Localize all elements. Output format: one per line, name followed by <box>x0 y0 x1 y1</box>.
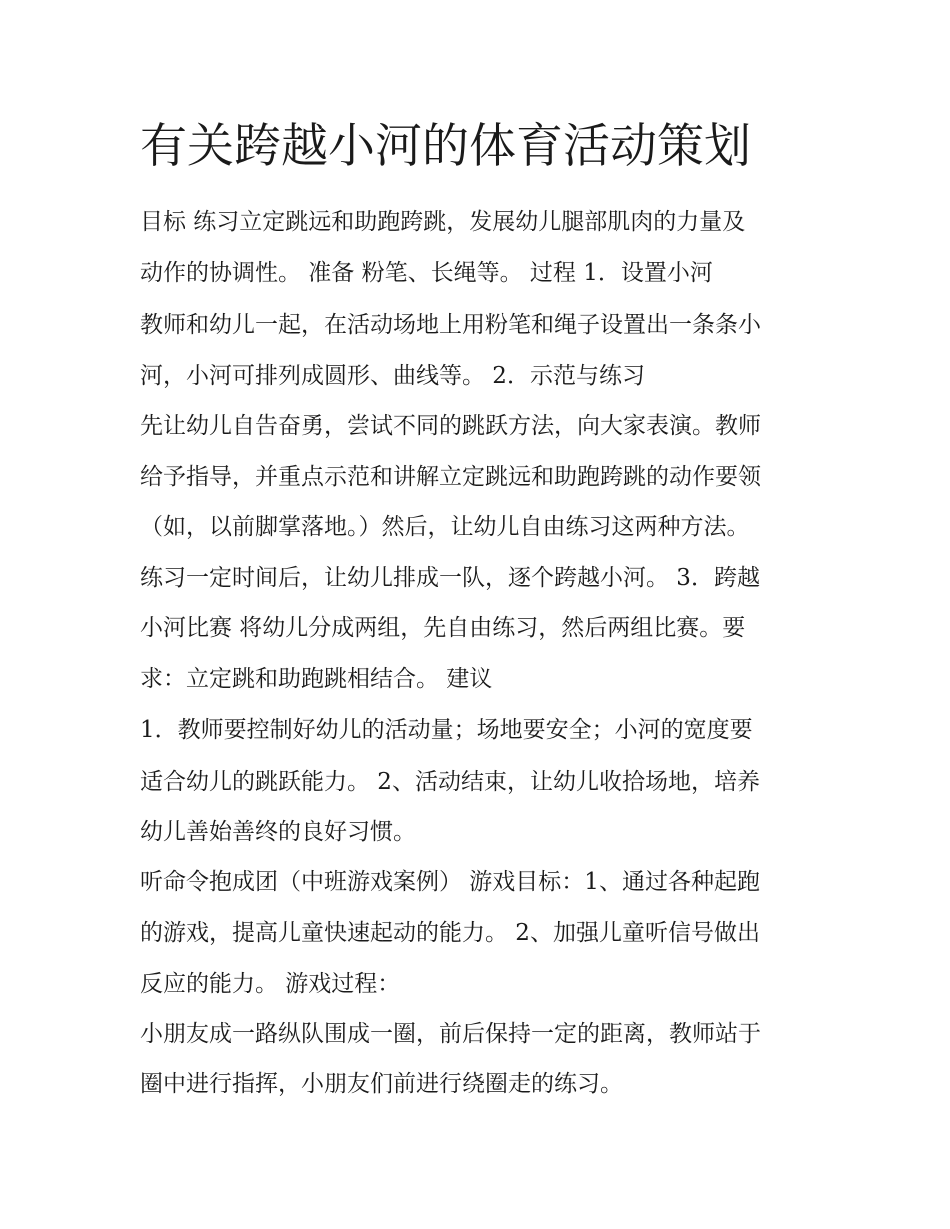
text-line: 求：立定跳和助跑跳相结合。 建议 <box>140 666 493 692</box>
text-line: 目标 练习立定跳远和助跑跨跳，发展幼儿腿部肌肉的力量及 <box>140 209 746 235</box>
text-line: 练习一定时间后，让幼儿排成一队，逐个跨越小河。 3．跨越 <box>140 565 760 591</box>
text-line: 小河比赛 将幼儿分成两组，先自由练习，然后两组比赛。要 <box>140 615 746 641</box>
text-line: 幼儿善始善终的良好习惯。 <box>140 819 416 845</box>
text-line: 小朋友成一路纵队围成一圈，前后保持一定的距离，教师站于 <box>140 1021 761 1047</box>
text-line: 先让幼儿自告奋勇，尝试不同的跳跃方法，向大家表演。教师 <box>140 413 761 439</box>
text-line: 河，小河可排列成圆形、曲线等。 2．示范与练习 <box>140 363 645 389</box>
text-line: 给予指导，并重点示范和讲解立定跳远和助跑跨跳的动作要领 <box>140 464 761 490</box>
text-line: 的游戏，提高儿童快速起动的能力。 2、加强儿童听信号做出 <box>140 920 760 946</box>
text-line: 圈中进行指挥，小朋友们前进行绕圈走的练习。 <box>140 1071 623 1097</box>
document-title: 有关跨越小河的体育活动策划 <box>140 119 751 174</box>
text-line: 适合幼儿的跳跃能力。 2、活动结束，让幼儿收拾场地，培养 <box>140 769 760 795</box>
text-line: 1．教师要控制好幼儿的活动量；场地要安全；小河的宽度要 <box>140 717 753 743</box>
text-line: 反应的能力。 游戏过程： <box>140 971 401 997</box>
text-line: 动作的协调性。 准备 粉笔、长绳等。 过程 1．设置小河 <box>140 260 713 286</box>
text-line: 教师和幼儿一起，在活动场地上用粉笔和绳子设置出一条条小 <box>140 312 761 338</box>
text-line: 听命令抱成团（中班游戏案例） 游戏目标：1、通过各种起跑 <box>140 869 760 895</box>
text-line: （如，以前脚掌落地。）然后，让幼儿自由练习这两种方法。 <box>140 514 750 540</box>
